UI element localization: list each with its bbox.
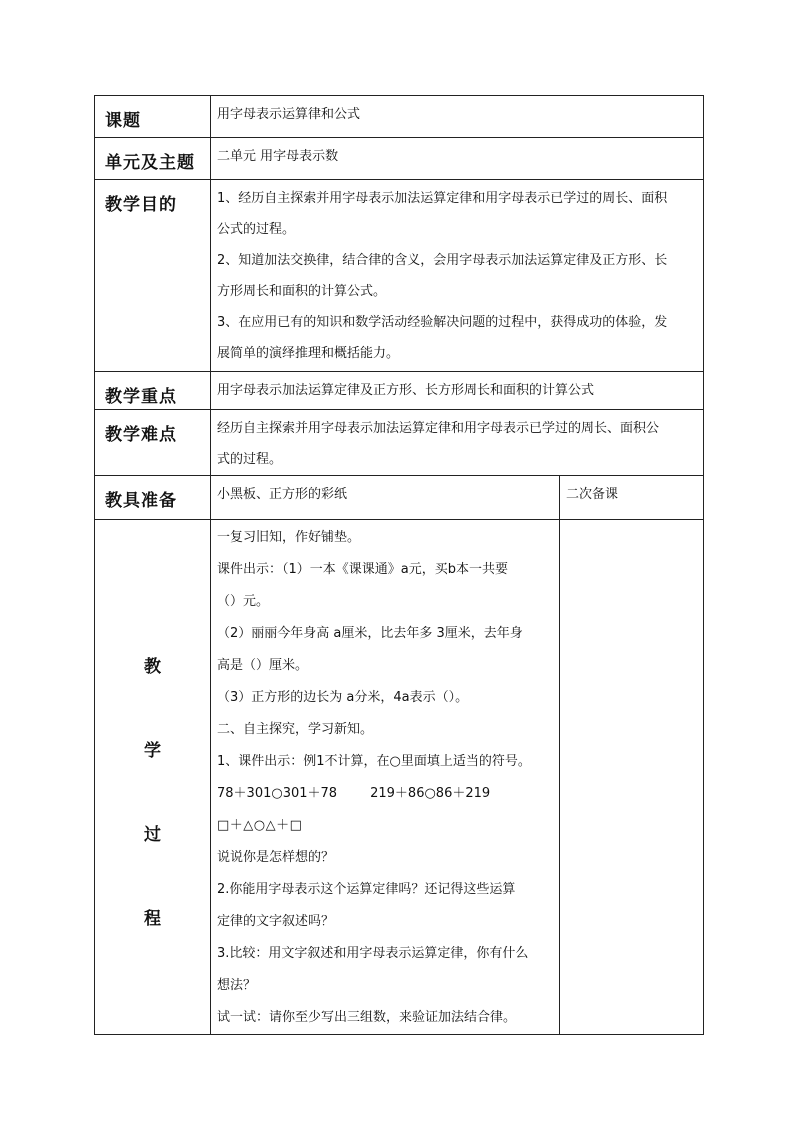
label-key-points: 教学重点	[95, 372, 211, 410]
row-unit	[95, 138, 704, 180]
label-topic: 课题	[95, 96, 211, 138]
process-line: 1、课件出示：例1不计算，在○里面填上适当的符号。	[217, 754, 531, 769]
process-line: 二、自主探究，学习新知。	[217, 722, 374, 737]
process-line: （2）丽丽今年身高 a厘米，比去年多 3厘米，去年身	[217, 626, 523, 641]
objective-line: 1、经历自主探索并用字母表示加法运算定律和用字母表示已学过的周长、面积	[217, 191, 668, 206]
value-tools: 小黑板、正方形的彩纸	[211, 476, 560, 520]
value-difficulties	[211, 410, 704, 476]
objective-line: 3、在应用已有的知识和数学活动经验解决问题的过程中，获得成功的体验，发	[217, 315, 668, 330]
process-content	[211, 520, 560, 1035]
label-objectives: 教学目的	[95, 180, 211, 372]
lesson-plan-table	[94, 95, 704, 1035]
process-line: 高是（）厘米。	[217, 658, 309, 673]
label-difficulties: 教学难点	[95, 410, 211, 476]
objective-line: 公式的过程。	[217, 222, 296, 237]
process-line: 2.你能用字母表示这个运算定律吗？还记得这些运算	[217, 882, 516, 897]
process-line: 课件出示：（1）一本《课课通》a元，买b本一共要	[217, 562, 508, 577]
value-key-points: 用字母表示加法运算定律及正方形、长方形周长和面积的计算公式	[211, 372, 704, 410]
objective-line: 2、知道加法交换律，结合律的含义，会用字母表示加法运算定律及正方形、长	[217, 253, 668, 268]
process-char: 教	[144, 657, 161, 677]
row-difficulties	[95, 410, 704, 476]
process-line: 定律的文字叙述吗？	[217, 914, 335, 929]
row-topic	[95, 96, 704, 138]
process-line: 想法？	[217, 978, 257, 993]
value-objectives	[211, 180, 704, 372]
side-notes-cell	[560, 520, 704, 1035]
value-topic: 用字母表示运算律和公式	[211, 96, 704, 138]
process-line: 78＋301○301＋78 219＋86○86＋219	[217, 786, 491, 801]
process-char: 程	[144, 909, 161, 929]
difficulty-line: 经历自主探索并用字母表示加法运算定律和用字母表示已学过的周长、面积公	[217, 421, 660, 436]
row-key-points	[95, 372, 704, 410]
process-line: □＋△○△＋□	[217, 818, 303, 833]
row-objectives	[95, 180, 704, 372]
row-tools	[95, 476, 704, 520]
process-line: 说说你是怎样想的？	[217, 850, 335, 865]
process-line: 3.比较：用文字叙述和用字母表示运算定律，你有什么	[217, 946, 529, 961]
label-unit: 单元及主题	[95, 138, 211, 180]
objective-line: 展简单的演绎推理和概括能力。	[217, 346, 400, 361]
side-notes-header: 二次备课	[560, 476, 704, 520]
process-line: （3）正方形的边长为 a分米，4a表示（）。	[217, 690, 469, 705]
process-char: 过	[144, 825, 161, 845]
value-unit: 二单元 用字母表示数	[211, 138, 704, 180]
process-line: （）元。	[217, 594, 270, 609]
difficulty-line: 式的过程。	[217, 452, 283, 467]
label-tools: 教具准备	[95, 476, 211, 520]
label-process	[95, 520, 211, 1035]
process-line: 一复习旧知，作好铺垫。	[217, 530, 361, 545]
row-process	[95, 520, 704, 1035]
objective-line: 方形周长和面积的计算公式。	[217, 284, 387, 299]
process-line: 试一试：请你至少写出三组数，来验证加法结合律。	[217, 1010, 517, 1025]
process-char: 学	[144, 741, 161, 761]
